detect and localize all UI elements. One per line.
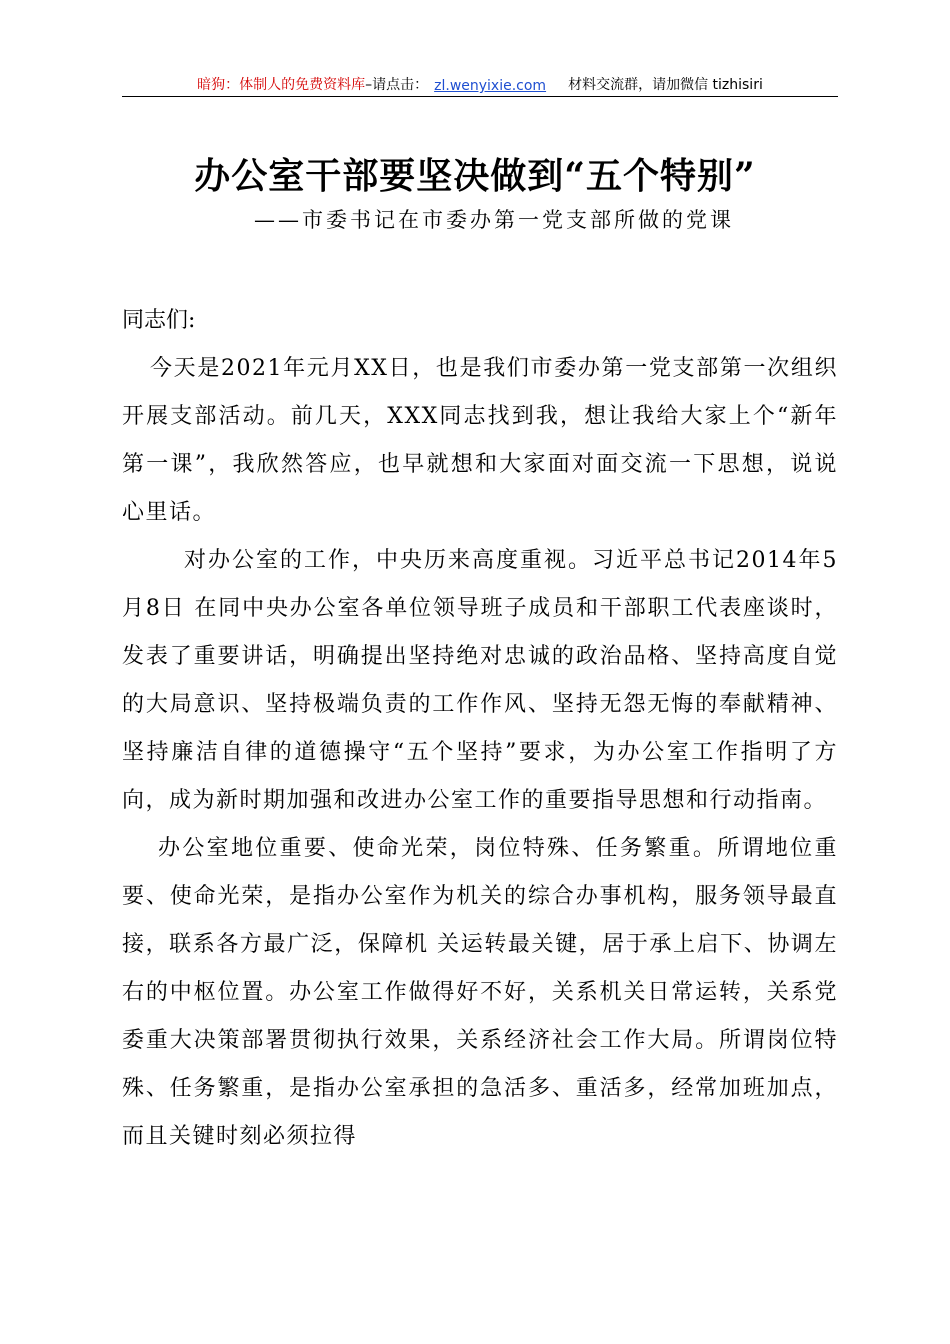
page-header xyxy=(122,72,838,94)
body-paragraph-2: 对办公室的工作，中央历来高度重视。习近平总书记2014年5月8日 在同中央办公室各单位领导班子成员和干部职工代表座谈时，发表了重要讲话，明确提出坚持绝对忠诚的政治品格、坚持高度自觉的大局意识、坚持极端负责的工作作风、坚持无怨无悔的奉献精神、坚持廉洁自律的道德操守“五个坚持”要求，为办公室工作指明了方向，成为新时期加强和改进办公室工作的重要指导思想和行动指南。 xyxy=(122,548,838,813)
header-contact-text: 材料交流群，请加微信 tizhisiri xyxy=(568,77,763,93)
document-title: 办公室干部要坚决做到“五个特别” xyxy=(194,155,756,197)
document-subtitle: ——市委书记在市委办第一党支部所做的党课 xyxy=(254,208,734,232)
body-paragraph-3: 办公室地位重要、使命光荣，岗位特殊、任务繁重。所谓地位重要、使命光荣，是指办公室作为机关的综合办事机构，服务领导最直接，联系各方最广泛，保障机 关运转最关键，居于承上启下、协调左右的中枢位置。办公室工作做得好不好，关系机关日常运转，关系党委重大决策部署贯彻执行效果，关系经济社会工作大局。所谓岗位特殊、任务繁重，是指办公室承担的急活多、重活多，经常加班加点，而且关键时刻必须拉得 xyxy=(122,836,838,1149)
body-paragraph-1: 今天是2021年元月XX日，也是我们市委办第一党支部第一次组织开展支部活动。前几天，XXX同志找到我，想让我给大家上个“新年第一课”，我欣然答应，也早就想和大家面对面交流一下思想，说说心里话。 xyxy=(122,356,838,525)
header-site-link[interactable]: zl.wenyixie.com xyxy=(434,78,547,94)
header-promo-text: 暗狗：体制人的免费资料库 xyxy=(197,77,366,93)
header-click-label: –请点击： xyxy=(365,77,429,93)
salutation: 同志们: xyxy=(122,308,196,333)
header-divider xyxy=(122,96,838,97)
